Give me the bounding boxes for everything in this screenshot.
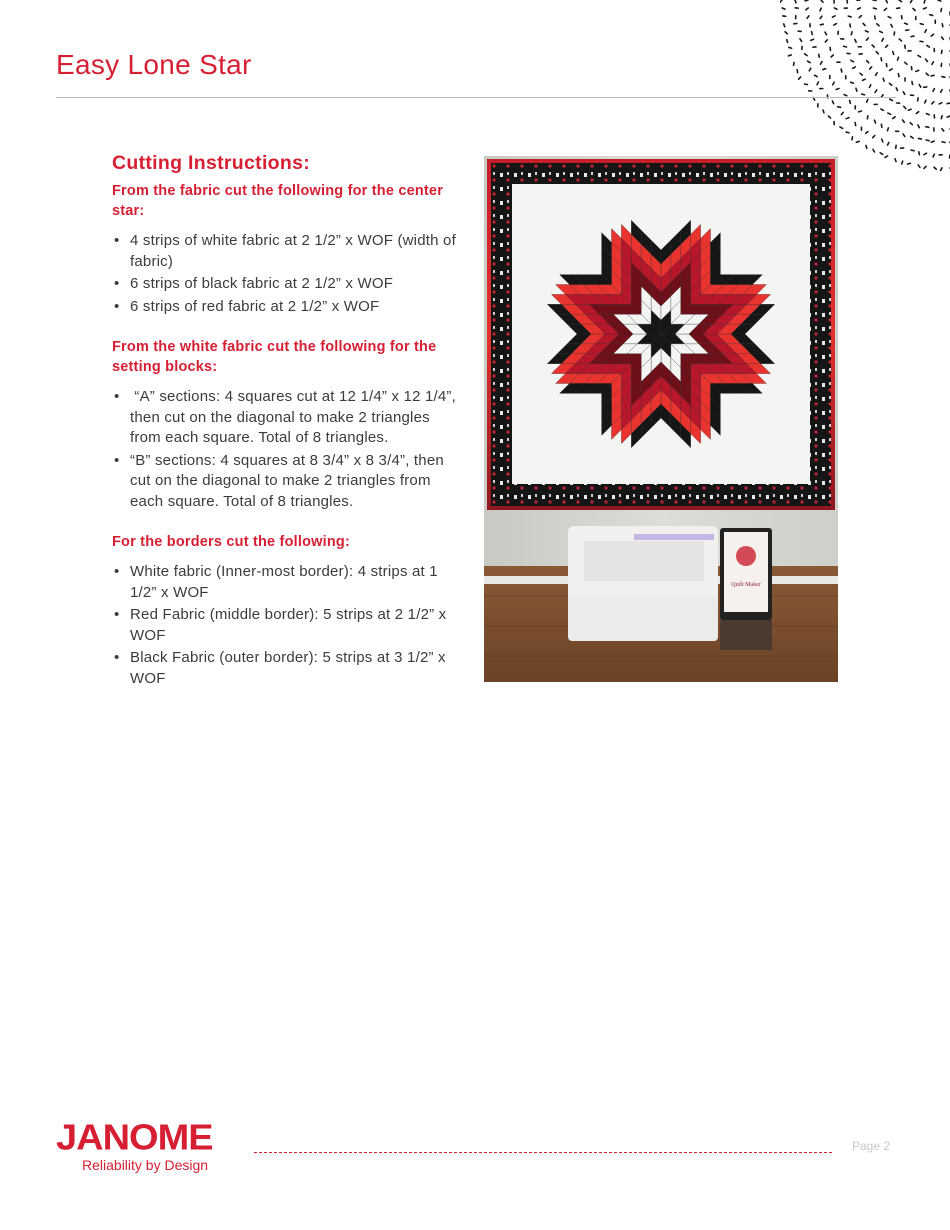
pattern-dot bbox=[805, 54, 807, 56]
pattern-dot bbox=[924, 0, 925, 3]
pattern-dot bbox=[873, 8, 876, 9]
pattern-dot bbox=[933, 89, 934, 92]
pattern-dot bbox=[840, 127, 843, 128]
pattern-dot bbox=[942, 24, 943, 27]
pattern-dot bbox=[851, 32, 852, 35]
page-number: Page 2 bbox=[852, 1139, 891, 1153]
pattern-dot bbox=[895, 159, 896, 162]
pattern-dot bbox=[924, 153, 927, 155]
pattern-dot bbox=[823, 110, 824, 113]
pattern-dot bbox=[787, 40, 788, 43]
pattern-dot bbox=[846, 132, 849, 133]
pattern-dot bbox=[890, 99, 893, 100]
pattern-dot bbox=[882, 39, 883, 42]
pattern-dot bbox=[919, 85, 921, 88]
pattern-dot bbox=[850, 24, 851, 27]
pattern-dot bbox=[931, 34, 933, 36]
list-item: • Black Fabric (outer border): 5 strips at 3 1/2” x WOF bbox=[112, 648, 462, 689]
pattern-dot bbox=[841, 69, 842, 72]
pattern-dot bbox=[885, 156, 888, 158]
pattern-dot bbox=[805, 84, 808, 85]
pattern-dot bbox=[828, 116, 830, 118]
pattern-dot bbox=[836, 89, 839, 90]
pattern-dot bbox=[817, 82, 818, 85]
pattern-dot bbox=[795, 0, 796, 3]
center-star-heading: From the fabric cut the following for the center star: bbox=[112, 183, 444, 219]
pattern-dot bbox=[867, 61, 869, 63]
pattern-dot bbox=[788, 55, 791, 56]
pattern-dot bbox=[865, 31, 868, 32]
pattern-dot bbox=[844, 46, 847, 47]
pattern-dot bbox=[926, 73, 928, 75]
pattern-dot bbox=[856, 141, 859, 142]
screen-text: Quilt Maker bbox=[731, 582, 761, 588]
pattern-dot bbox=[841, 112, 843, 114]
pattern-dot bbox=[800, 39, 802, 42]
pattern-dot bbox=[910, 0, 912, 3]
pattern-dot bbox=[899, 39, 901, 41]
pattern-dot bbox=[905, 62, 907, 64]
pattern-dot bbox=[858, 8, 861, 9]
pattern-dot bbox=[831, 55, 833, 57]
cutting-instructions bbox=[112, 152, 462, 691]
pattern-dot bbox=[834, 24, 837, 26]
pattern-dot bbox=[926, 114, 929, 115]
pattern-dot bbox=[852, 137, 853, 140]
pattern-dot bbox=[941, 90, 943, 93]
pattern-dot bbox=[884, 8, 886, 10]
pattern-dot bbox=[893, 52, 894, 55]
pattern-dot bbox=[890, 69, 893, 70]
pattern-dot bbox=[918, 125, 919, 128]
pattern-dot bbox=[886, 45, 888, 47]
pattern-dot bbox=[925, 30, 926, 33]
pattern-dot bbox=[941, 168, 942, 171]
pattern-dot bbox=[855, 39, 856, 42]
pattern-dot bbox=[866, 38, 868, 40]
pattern-dot bbox=[844, 95, 847, 96]
janome-logo bbox=[56, 1119, 213, 1173]
pattern-dot bbox=[862, 79, 865, 80]
pattern-dot bbox=[932, 62, 934, 65]
pattern-dot bbox=[926, 140, 929, 141]
pattern-dot bbox=[905, 23, 908, 24]
pattern-dot bbox=[942, 77, 945, 78]
pattern-dot bbox=[889, 83, 891, 85]
pattern-dot bbox=[850, 100, 851, 103]
list-item: • “B” sections: 4 squares at 8 3/4” x 8 3/4”, then cut on the diagonal to make 2 triangles from each square. Total of 8 triangles. bbox=[112, 451, 462, 513]
pattern-dot bbox=[820, 62, 822, 65]
pattern-dot bbox=[876, 52, 878, 54]
pattern-dot bbox=[931, 75, 934, 76]
pattern-dot bbox=[941, 50, 942, 53]
pattern-dot bbox=[799, 77, 801, 79]
logo-tagline: Reliability by Design bbox=[82, 1157, 209, 1173]
pattern-dot bbox=[901, 16, 902, 19]
pattern-dot bbox=[925, 100, 926, 103]
list-item: • 6 strips of red fabric at 2 1/2” x WOF bbox=[112, 297, 462, 318]
pattern-dot bbox=[820, 8, 821, 11]
pattern-dot bbox=[918, 98, 919, 101]
pattern-dot bbox=[920, 24, 923, 25]
pattern-dot bbox=[780, 0, 782, 2]
pattern-dot bbox=[785, 32, 787, 34]
pattern-dot bbox=[807, 16, 809, 18]
pattern-dot bbox=[880, 153, 883, 155]
pattern-dot bbox=[908, 163, 911, 164]
quilt-illustration bbox=[484, 156, 838, 682]
header-divider bbox=[56, 97, 896, 98]
pattern-dot bbox=[851, 82, 854, 83]
pattern-dot bbox=[926, 59, 928, 61]
pattern-dot bbox=[808, 61, 811, 63]
pattern-dot bbox=[832, 16, 835, 17]
pattern-dot bbox=[875, 90, 877, 92]
pattern-dot bbox=[913, 8, 915, 10]
pattern-dot bbox=[911, 150, 914, 151]
pattern-dot bbox=[882, 139, 883, 142]
pattern-dot bbox=[930, 15, 933, 16]
pattern-dot bbox=[794, 62, 795, 65]
pattern-dot bbox=[912, 82, 913, 85]
pattern-dot bbox=[910, 123, 912, 125]
pattern-dot bbox=[924, 166, 926, 168]
pattern-dot bbox=[870, 67, 872, 69]
pattern-dot bbox=[814, 75, 817, 76]
list-item: • Red Fabric (middle border): 5 strips at 2 1/2” x WOF bbox=[112, 605, 462, 646]
pattern-dot bbox=[823, 69, 826, 70]
list-item: • 4 strips of white fabric at 2 1/2” x WOF (width of fabric) bbox=[112, 231, 462, 272]
pattern-dot bbox=[874, 120, 875, 123]
pattern-dot bbox=[903, 120, 905, 122]
pattern-dot bbox=[916, 112, 918, 114]
pattern-dot bbox=[887, 142, 888, 145]
pattern-dot bbox=[942, 129, 944, 131]
pattern-dot bbox=[820, 24, 823, 25]
pattern-dot bbox=[883, 78, 884, 81]
center-star-list bbox=[112, 231, 462, 317]
logo-wordmark: JANOME bbox=[56, 1118, 213, 1158]
pattern-dot bbox=[832, 101, 833, 104]
pattern-dot bbox=[820, 16, 822, 18]
pattern-dot bbox=[918, 55, 921, 57]
pattern-dot bbox=[833, 82, 834, 85]
pattern-dot bbox=[853, 67, 856, 69]
pattern-dot bbox=[859, 16, 861, 18]
pattern-dot bbox=[888, 113, 891, 114]
pattern-dot bbox=[834, 8, 837, 9]
pattern-dot bbox=[903, 92, 905, 95]
pattern-dot bbox=[934, 167, 936, 169]
pattern-dot bbox=[812, 32, 813, 35]
pattern-dot bbox=[893, 117, 895, 119]
quilt-photo bbox=[484, 156, 838, 682]
pattern-dot bbox=[825, 40, 827, 42]
borders-list bbox=[112, 562, 462, 689]
pattern-dot bbox=[899, 0, 901, 2]
pattern-dot bbox=[866, 132, 868, 134]
pattern-dot bbox=[902, 161, 903, 164]
pattern-dot bbox=[862, 94, 865, 95]
pattern-dot bbox=[931, 141, 934, 142]
pattern-dot bbox=[881, 58, 882, 61]
list-item: • White fabric (Inner-most border): 4 strips at 1 1/2” x WOF bbox=[112, 562, 462, 603]
pattern-dot bbox=[933, 154, 934, 157]
pattern-dot bbox=[898, 57, 899, 60]
pattern-dot bbox=[873, 149, 874, 152]
pattern-dot bbox=[888, 17, 891, 18]
pattern-dot bbox=[898, 74, 899, 77]
pattern-dot bbox=[938, 0, 941, 1]
pattern-dot bbox=[784, 24, 785, 27]
pattern-dot bbox=[918, 165, 920, 167]
list-item: • 6 strips of black fabric at 2 1/2” x WOF bbox=[112, 274, 462, 295]
pattern-dot bbox=[806, 8, 808, 10]
pattern-dot bbox=[869, 85, 870, 88]
pattern-dot bbox=[789, 47, 792, 48]
pattern-dot bbox=[896, 145, 897, 148]
pattern-dot bbox=[887, 128, 888, 131]
pattern-dot bbox=[927, 45, 930, 47]
setting-blocks-list bbox=[112, 387, 462, 512]
pattern-dot bbox=[896, 88, 897, 91]
footer-dashed-line bbox=[254, 1152, 832, 1153]
pattern-dot bbox=[886, 0, 887, 3]
pattern-dot bbox=[825, 32, 826, 35]
pattern-dot bbox=[859, 111, 862, 112]
pattern-dot bbox=[867, 99, 868, 102]
setting-blocks-heading: From the white fabric cut the following for the setting blocks: bbox=[112, 339, 437, 375]
pattern-dot bbox=[942, 37, 944, 39]
pattern-dot bbox=[905, 45, 906, 48]
pattern-dot bbox=[855, 123, 856, 126]
pattern-dot bbox=[911, 136, 914, 138]
pattern-dot bbox=[911, 36, 914, 37]
pattern-dot bbox=[866, 145, 867, 148]
page-title: Easy Lone Star bbox=[56, 49, 252, 80]
list-item: • “A” sections: 4 squares cut at 12 1/4” x 12 1/4”, then cut on the diagonal to make 2 triangles from each square. Total of 8 triangles. bbox=[112, 387, 462, 449]
pattern-dot bbox=[880, 31, 883, 32]
borders-heading: For the borders cut the following: bbox=[112, 534, 350, 550]
pattern-dot bbox=[809, 68, 811, 71]
pattern-dot bbox=[904, 106, 906, 108]
pattern-dot bbox=[872, 45, 874, 47]
section-title: Cutting Instructions: bbox=[112, 152, 311, 174]
pattern-dot bbox=[856, 88, 857, 91]
pattern-dot bbox=[881, 124, 882, 127]
pattern-dot bbox=[919, 152, 920, 155]
pattern-dot bbox=[877, 24, 879, 26]
pattern-dot bbox=[873, 136, 875, 138]
pattern-dot bbox=[926, 127, 929, 128]
pattern-dot bbox=[811, 39, 814, 40]
pattern-dot bbox=[916, 70, 919, 71]
pattern-dot bbox=[941, 8, 942, 11]
pattern-dot bbox=[805, 0, 808, 1]
decorative-dot-pattern bbox=[780, 0, 950, 175]
pattern-dot bbox=[848, 16, 851, 17]
pattern-dot bbox=[918, 138, 921, 139]
pattern-dot bbox=[863, 23, 865, 25]
pattern-dot bbox=[846, 118, 849, 119]
pattern-dot bbox=[908, 109, 911, 110]
pattern-dot bbox=[923, 8, 926, 9]
pattern-dot bbox=[860, 73, 862, 75]
pattern-dot bbox=[903, 134, 905, 136]
pattern-dot bbox=[932, 102, 934, 104]
pattern-dot bbox=[941, 116, 942, 119]
pattern-dot bbox=[851, 60, 854, 62]
pattern-dot bbox=[876, 73, 878, 76]
pattern-dot bbox=[821, 0, 823, 2]
pattern-dot bbox=[891, 24, 893, 27]
pattern-dot bbox=[881, 109, 884, 110]
pattern-dot bbox=[939, 103, 942, 104]
pattern-dot bbox=[782, 8, 785, 9]
pattern-dot bbox=[942, 142, 945, 143]
